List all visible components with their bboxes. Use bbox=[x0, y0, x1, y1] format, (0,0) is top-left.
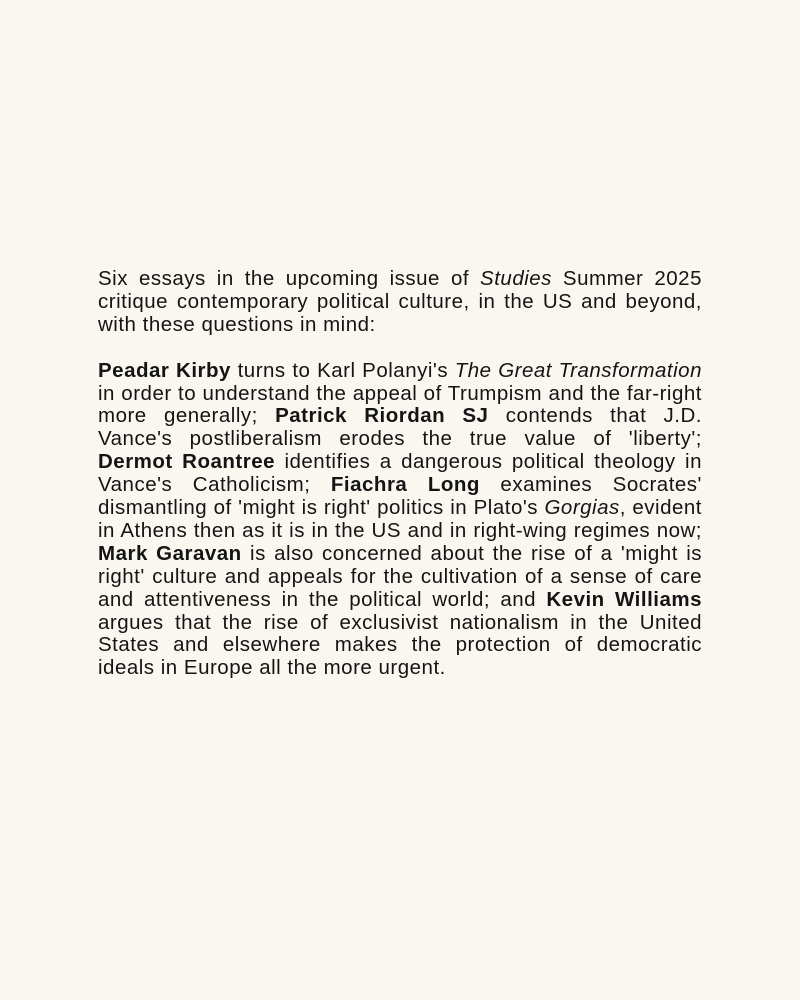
article-text bbox=[98, 268, 702, 680]
essay-description: contends that J.D. Vance's postliberalism erodes the true value of 'liberty'; bbox=[98, 404, 703, 451]
author-name: Peadar Kirby bbox=[98, 358, 231, 382]
book-title: Gorgias bbox=[544, 496, 620, 520]
author-name: Dermot Roantree bbox=[98, 450, 276, 474]
essay-description: in order to understand the appeal of Trumpism and the far-right more generally; bbox=[98, 381, 702, 428]
intro-text-2: Summer 2025 critique contemporary political culture, in the US and beyond, with these questions in mind: bbox=[98, 267, 702, 336]
essay-description: is also concerned about the rise of a 'might is right' culture and appeals for the cultivation of a sense of care and attentiveness in the political world; and bbox=[98, 541, 703, 611]
journal-title: Studies bbox=[480, 267, 552, 290]
intro-text-1: Six essays in the upcoming issue of bbox=[98, 267, 481, 290]
author-name: Kevin Williams bbox=[546, 587, 702, 611]
essays-paragraph bbox=[98, 360, 702, 681]
intro-paragraph bbox=[98, 268, 702, 337]
essay-description: turns to Karl Polanyi's bbox=[230, 358, 455, 382]
essay-description: argues that the rise of exclusivist nationalism in the United States and elsewhere makes the protection of democratic ideals in Europe all the more urgent. bbox=[98, 610, 702, 680]
essay-description: examines Socrates' dismantling of 'might is right' politics in Plato's bbox=[98, 473, 702, 520]
author-name: Patrick Riordan SJ bbox=[275, 404, 489, 428]
book-title: The Great Transformation bbox=[454, 358, 702, 382]
essay-description: , evident in Athens then as it is in the US and in right-wing regimes now; bbox=[98, 496, 703, 542]
author-name: Mark Garavan bbox=[98, 541, 242, 565]
author-name: Fiachra Long bbox=[330, 473, 480, 497]
essay-description: identifies a dangerous political theology in Vance's Catholicism; bbox=[98, 450, 702, 497]
